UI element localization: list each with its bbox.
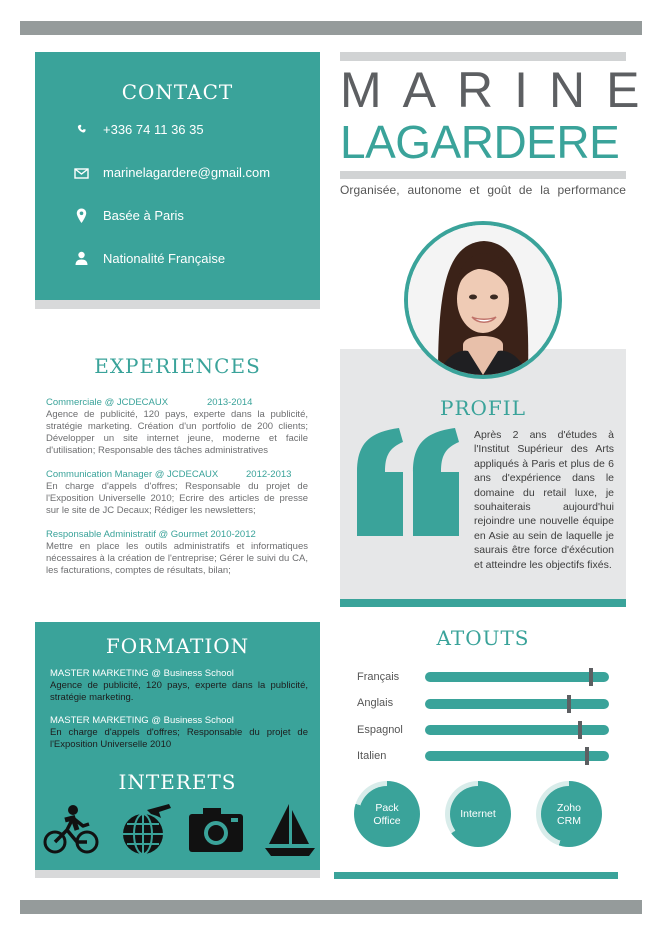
experience-heading: Responsable Administratif @ Gourmet 2010-2012 [46,529,256,540]
experience-date: 2012-2013 [246,469,292,480]
name-top-bar [340,52,626,61]
experience-heading: Commerciale @ JCDECAUX [46,397,169,408]
language-label: Italien [357,750,387,762]
language-level-marker [585,747,589,765]
cyclist-icon [43,802,99,858]
skill-label-line: Pack [375,802,399,814]
language-level-marker [589,668,593,686]
bottom-border-bar [20,900,642,914]
contact-phone [35,119,320,141]
formation-description: En charge d'appels d'offres; Responsable du projet de l'Exposition Universelle 2010 [50,727,308,750]
language-level-marker [567,695,571,713]
language-bar [425,672,609,682]
skill-circle [354,781,420,847]
experience-heading: Communication Manager @ JCDECAUX [46,469,219,480]
contact-title: CONTACT [121,80,234,104]
name-bottom-bar [340,171,626,179]
experiences-title: EXPERIENCES [94,354,261,378]
phone-icon [73,121,91,139]
profil-text: Après 2 ans d'études à l'Institut Supérieur des Arts appliqués à Paris et plus de 6 ans d'expérience dans le domaine du retail luxe, je souhaiterais aujourd'hui rejoindre une nouvelle équipe en Asie au sein de laquelle je saurais être force d'éxécution et atteindre les objectifs fixés. [474,429,614,571]
language-level-marker [578,721,582,739]
contact-nationality-text: Nationalité Française [103,251,226,266]
skill-label-line: Office [373,815,401,827]
experience-description: Agence de publicité, 120 pays, experte dans la publicité, stratégie marketing. Création d'un portfolio de 200 clients; Développer un site internet jeune, moderne et facile d'utilisation; Responsable des tâches administratives [46,409,308,456]
atouts-title: ATOUTS [436,626,530,650]
profil-bottom-bar [340,599,626,607]
contact-email [35,162,320,184]
top-border-bar [20,21,642,35]
skill-label-line: Zoho [557,802,581,814]
profil-title: PROFIL [440,396,526,420]
portrait-image [408,225,558,375]
contact-location-text: Basée à Paris [103,208,184,223]
skill-circle [536,781,602,847]
formation-heading: MASTER MARKETING @ Business School [50,715,234,726]
skill-label [354,802,420,828]
skill-label-line: CRM [557,815,581,827]
language-bar [425,725,609,735]
experience-description: Mettre en place les outils administratifs et informatiques nécessaires à la création de l'entreprise; Gérer le suivi du CA, les facturations, comptes de résultats, bilan; [46,541,308,576]
contact-phone-text: +336 74 11 36 35 [103,122,204,137]
formation-description: Agence de publicité, 120 pays, experte dans la publicité, stratégie marketing. [50,680,308,703]
camera-icon [189,804,245,854]
location-pin-icon [73,207,91,225]
contact-panel [35,52,320,300]
interets-title: INTERETS [118,770,237,794]
atouts-bottom-bar [334,872,618,879]
language-label: Français [357,671,400,683]
tagline: Organisée, autonome et goût de la performance [340,183,626,197]
first-name: MARINE [340,62,661,118]
formation-shadow-bar [35,870,320,878]
formation-heading: MASTER MARKETING @ Business School [50,668,234,679]
skill-label [536,802,602,828]
contact-location [35,205,320,227]
contact-shadow-bar [35,300,320,309]
person-icon [73,250,91,268]
mail-icon [73,164,91,182]
quote-mark-icon [355,428,463,536]
travel-globe-icon [117,802,173,858]
contact-nationality [35,248,320,270]
sailboat-icon [265,802,315,858]
language-bar [425,699,609,709]
skill-label [445,808,511,821]
language-label: Espagnol [357,724,403,736]
language-bar [425,751,609,761]
contact-email-text[interactable]: marinelagardere@gmail.com [103,165,271,180]
skill-circle [445,781,511,847]
experience-description: En charge d'appels d'offres; Responsable du projet de l'Exposition Universelle 2010; Ecrire des articles de presse sur le site de JC Decaux; Rédiger les newsletters; [46,481,308,516]
language-label: Anglais [357,697,394,709]
experience-date: 2013-2014 [207,397,253,408]
profile-photo [408,225,558,375]
skill-label-line: Internet [460,808,496,820]
formation-title: FORMATION [105,634,250,658]
last-name: LAGARDERE [340,116,620,168]
